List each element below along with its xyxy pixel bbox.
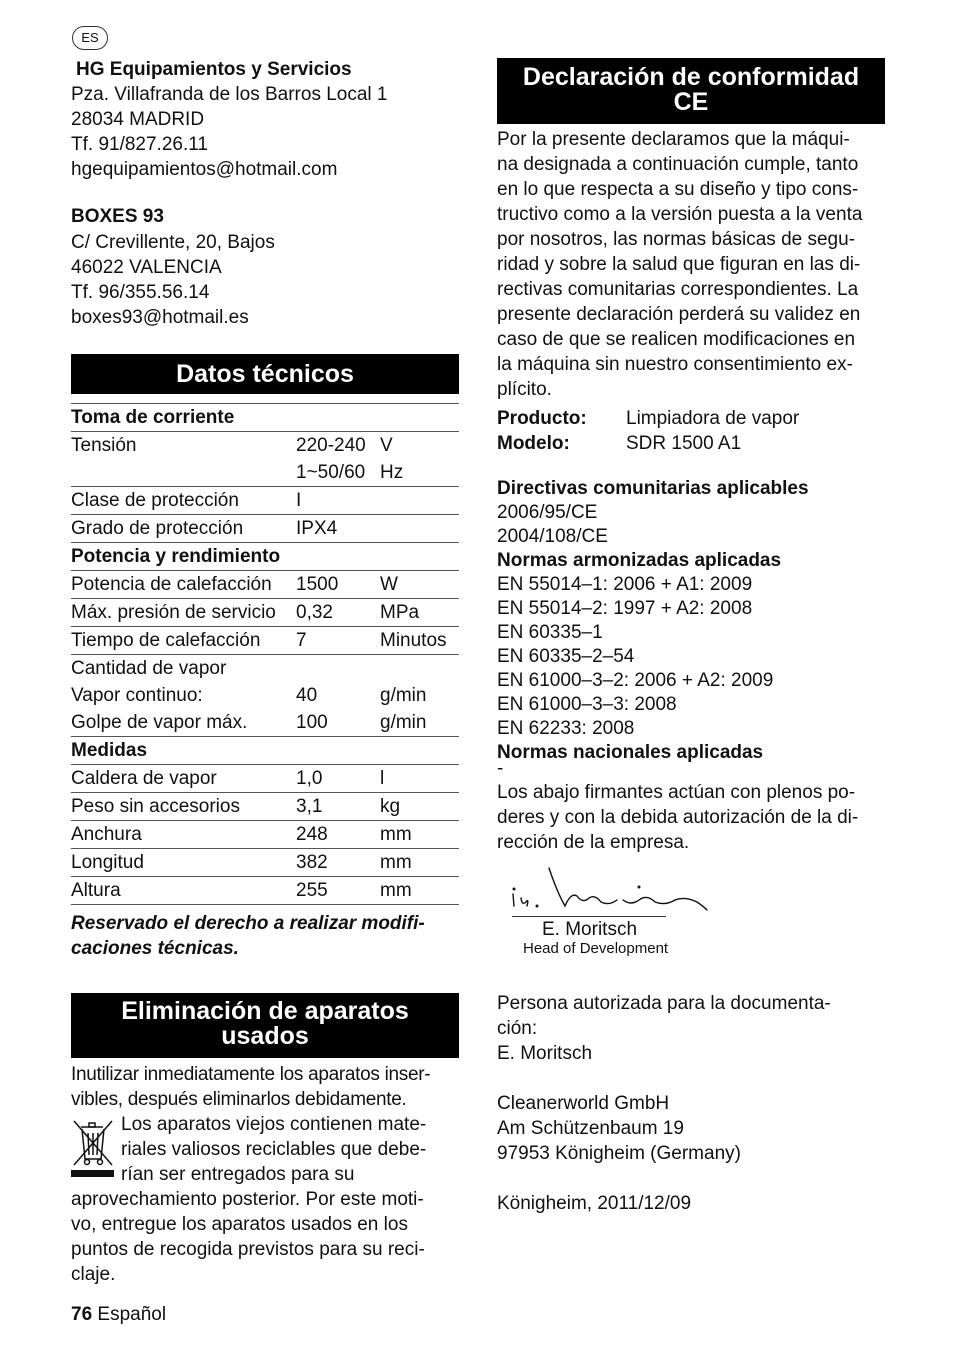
spec-unit: kg: [380, 793, 459, 821]
contact-boxes-line: Tf. 96/355.56.14: [71, 282, 210, 303]
eliminacion-line: puntos de recogida previstos para su reci-: [71, 1239, 425, 1260]
contact-boxes-line: 46022 VALENCIA: [71, 257, 222, 278]
norma-item: EN 62233: 2008: [497, 718, 635, 739]
contact-boxes-line: boxes93@hotmail.es: [71, 307, 249, 328]
declaracion-heading-line: CE: [673, 88, 709, 116]
contact-hg-address: [71, 82, 459, 182]
declaracion-line: tructivo como a la versión puesta a la venta: [497, 204, 863, 225]
crossed-out-bin-icon: [71, 1117, 115, 1179]
spec-value: 1500: [296, 571, 380, 599]
spec-value: 255: [296, 877, 380, 905]
spec-value: 7: [296, 627, 380, 655]
spec-value: 248: [296, 821, 380, 849]
norma-item: EN 55014–2: 1997 + A2: 2008: [497, 598, 753, 619]
spec-label: Caldera de vapor: [71, 765, 296, 793]
technical-note-line: Reservado el derecho a realizar modifi-: [71, 913, 425, 934]
spec-value: 220-240: [296, 432, 380, 460]
spec-unit: [380, 487, 459, 515]
directivas-block: [497, 477, 885, 765]
spec-label: Longitud: [71, 849, 296, 877]
eliminacion-line: vibles, después eliminarlos debidamente.: [71, 1089, 407, 1110]
product-info: [497, 406, 885, 456]
spec-unit: Minutos: [380, 627, 459, 655]
eliminacion-line: Inutilizar inmediatamente los aparatos inser-: [71, 1064, 431, 1085]
declaracion-heading-line: Declaración de conformidad: [522, 63, 860, 91]
norma-item: EN 60335–1: [497, 622, 603, 643]
company-line: Am Schützenbaum 19: [497, 1118, 684, 1139]
page-number: 76: [71, 1304, 93, 1325]
spec-unit: V: [380, 432, 459, 460]
spec-value: 40: [296, 685, 318, 706]
contact-hg-line: Tf. 91/827.26.11: [71, 134, 208, 155]
spec-value: [296, 655, 380, 683]
spec-unit: g/min: [380, 712, 427, 733]
eliminacion-line: aprovechamiento posterior. Por este moti-: [71, 1189, 424, 1210]
spec-value: I: [296, 487, 380, 515]
norma-item: EN 61000–3–2: 2006 + A2: 2009: [497, 670, 774, 691]
declaracion-line: caso de que se realicen modificaciones en: [497, 329, 856, 350]
signer-name: E. Moritsch: [542, 919, 638, 940]
declaracion-heading: [497, 58, 885, 124]
spec-label: Vapor continuo:: [71, 685, 203, 706]
eliminacion-line: rían ser entregados para su: [121, 1164, 355, 1185]
spec-label: Clase de protección: [71, 487, 296, 515]
spec-unit: g/min: [380, 685, 427, 706]
declaracion-para: [497, 127, 885, 402]
directivas-title: Directivas comunitarias aplicables: [497, 478, 809, 499]
firmantes-line: deres y con la debida autorización de la di-: [497, 807, 859, 828]
eliminacion-heading: [71, 993, 459, 1058]
contact-hg-line: Pza. Villafranda de los Barros Local 1: [71, 84, 388, 105]
company-line: Cleanerworld GmbH: [497, 1093, 670, 1114]
eliminacion-para1: [71, 1062, 459, 1112]
spec-label: Anchura: [71, 821, 296, 849]
spec-section-title: Medidas: [71, 737, 459, 765]
contact-boxes: [71, 204, 459, 229]
contact-hg-line: 28034 MADRID: [71, 109, 205, 130]
signature-image: [505, 862, 715, 918]
spec-label: Cantidad de vapor: [71, 655, 296, 683]
declaracion-line: Por la presente declaramos que la máqui-: [497, 129, 850, 150]
spec-value: 0,32: [296, 599, 380, 627]
spec-unit: mm: [380, 877, 459, 905]
eliminacion-line: claje.: [71, 1264, 116, 1285]
spec-section-title: Toma de corriente: [71, 404, 459, 432]
contact-hg: [76, 57, 464, 82]
spec-table-wrap: [71, 403, 459, 905]
spec-section-title: Potencia y rendimiento: [71, 543, 459, 571]
nacionales-value: -: [497, 758, 504, 779]
spec-label: Máx. presión de servicio: [71, 599, 296, 627]
eliminacion-para2-top: [121, 1112, 461, 1187]
company-address: [497, 1091, 885, 1166]
declaracion-line: en lo que respecta a su diseño y tipo cons-: [497, 179, 859, 200]
spec-unit: mm: [380, 821, 459, 849]
spec-value: 3,1: [296, 793, 380, 821]
spec-table: [71, 403, 459, 905]
declaracion-line: na designada a continuación cumple, tanto: [497, 154, 859, 175]
contact-boxes-line: C/ Crevillente, 20, Bajos: [71, 232, 275, 253]
declaracion-line: por nosotros, las normas básicas de segu-: [497, 229, 856, 250]
eliminacion-heading-line: Eliminación de aparatos: [121, 997, 409, 1025]
spec-label: Golpe de vapor máx.: [71, 712, 248, 733]
declaracion-line: presente declaración perderá su validez en: [497, 304, 861, 325]
persona-line: Persona autorizada para la documenta-: [497, 993, 831, 1014]
contact-boxes-name: BOXES 93: [71, 206, 164, 227]
signer-role: Head of Development: [523, 940, 669, 957]
eliminacion-line: riales valiosos reciclables que debe-: [121, 1139, 427, 1160]
directiva-item: 2004/108/CE: [497, 526, 608, 547]
spec-label: Peso sin accesorios: [71, 793, 296, 821]
firmantes-line: rección de la empresa.: [497, 832, 690, 853]
producto-label: Producto:: [497, 408, 587, 429]
spec-label: Tensión: [71, 432, 296, 460]
place-date: Königheim, 2011/12/09: [497, 1193, 692, 1214]
spec-value: 100: [296, 712, 328, 733]
contact-hg-line: hgequipamientos@hotmail.com: [71, 159, 338, 180]
spec-value: 1,0: [296, 765, 380, 793]
spec-label: Tiempo de calefacción: [71, 627, 296, 655]
company-line: 97953 Königheim (Germany): [497, 1143, 741, 1164]
declaracion-line: ridad y sobre la salud que figuran en las di-: [497, 254, 861, 275]
language-badge: ES: [72, 26, 108, 50]
spec-value: 382: [296, 849, 380, 877]
norma-item: EN 55014–1: 2006 + A1: 2009: [497, 574, 753, 595]
declaracion-line: plícito.: [497, 379, 552, 400]
norma-item: EN 61000–3–3: 2008: [497, 694, 677, 715]
spec-value: 1~50/60: [296, 462, 366, 483]
spec-value: IPX4: [296, 515, 380, 543]
spec-unit: [380, 655, 459, 683]
eliminacion-line: Los aparatos viejos contienen mate-: [121, 1114, 427, 1135]
spec-unit: W: [380, 571, 459, 599]
persona-autorizada: [497, 991, 885, 1066]
declaracion-line: rectivas comunitarias correspondientes. La: [497, 279, 859, 300]
eliminacion-line: vo, entregue los aparatos usados en los: [71, 1214, 408, 1235]
spec-unit: [380, 515, 459, 543]
persona-line: ción:: [497, 1018, 538, 1039]
technical-note-line: caciones técnicas.: [71, 938, 239, 959]
spec-unit: MPa: [380, 599, 459, 627]
nacionales-title: Normas nacionales aplicadas: [497, 742, 764, 763]
spec-unit: l: [380, 765, 459, 793]
spec-label: Grado de protección: [71, 515, 296, 543]
page-footer: [71, 1302, 166, 1327]
modelo-label: Modelo:: [497, 433, 570, 454]
footer-label: Español: [97, 1304, 167, 1325]
firmantes-para: [497, 780, 885, 855]
norma-item: EN 60335–2–54: [497, 646, 635, 667]
spec-label: Altura: [71, 877, 296, 905]
technical-note: [71, 911, 459, 961]
spec-unit: mm: [380, 849, 459, 877]
eliminacion-heading-line: usados: [221, 1022, 309, 1050]
spec-unit: Hz: [380, 462, 404, 483]
spec-label: [71, 459, 296, 487]
directiva-item: 2006/95/CE: [497, 502, 598, 523]
contact-hg-name: HG Equipamientos y Servicios: [76, 59, 352, 80]
spec-label: Potencia de calefacción: [71, 571, 296, 599]
eliminacion-para2-rest: [71, 1187, 459, 1287]
datos-tecnicos-heading: Datos técnicos: [71, 354, 459, 394]
producto-value: Limpiadora de vapor: [626, 408, 800, 429]
declaracion-line: la máquina sin nuestro consentimiento ex-: [497, 354, 853, 375]
contact-boxes-address: [71, 230, 459, 330]
persona-line: E. Moritsch: [497, 1043, 593, 1064]
firmantes-line: Los abajo firmantes actúan con plenos po-: [497, 782, 856, 803]
modelo-value: SDR 1500 A1: [626, 433, 742, 454]
normas-title: Normas armonizadas aplicadas: [497, 550, 782, 571]
